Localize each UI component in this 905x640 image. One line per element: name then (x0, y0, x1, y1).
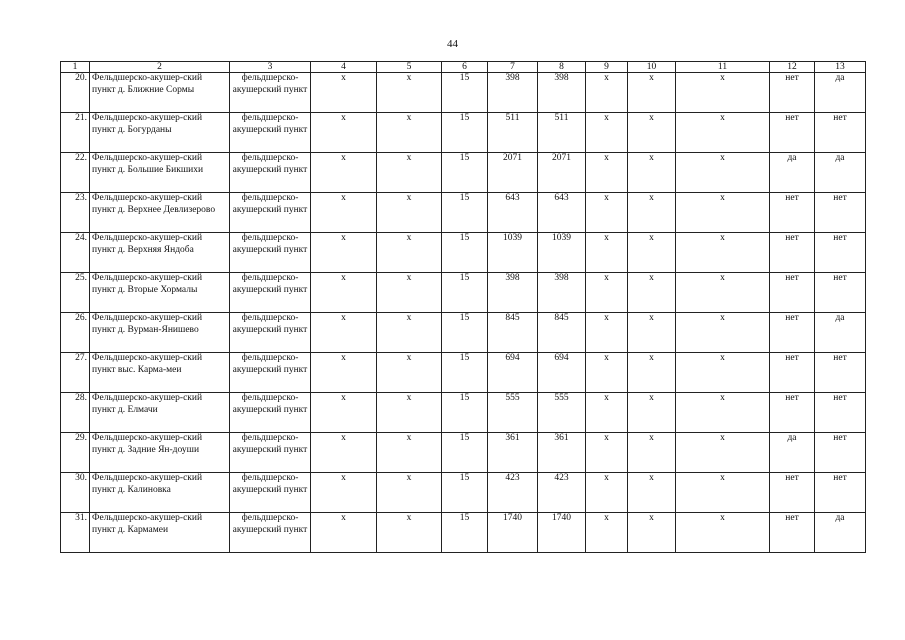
cell-col-9: x (586, 193, 628, 233)
cell-col-7: 423 (488, 473, 538, 513)
cell-col-13: нет (815, 113, 866, 153)
cell-col-6: 15 (442, 113, 488, 153)
cell-col-8: 398 (538, 73, 586, 113)
cell-col-7: 398 (488, 273, 538, 313)
column-header: 7 (488, 62, 538, 73)
facility-name: Фельдшерско-акушер-ский пункт д. Вторые Хормалы (90, 273, 230, 313)
cell-col-9: x (586, 273, 628, 313)
cell-col-7: 1039 (488, 233, 538, 273)
cell-col-5: x (377, 273, 442, 313)
cell-col-12: нет (770, 73, 815, 113)
row-number: 20. (61, 73, 90, 113)
column-header: 11 (676, 62, 770, 73)
row-number: 27. (61, 353, 90, 393)
cell-col-5: x (377, 233, 442, 273)
cell-col-9: x (586, 433, 628, 473)
table-row (61, 313, 866, 353)
cell-col-7: 511 (488, 113, 538, 153)
facility-name: Фельдшерско-акушер-ский пункт д. Верхнее Девлизерово (90, 193, 230, 233)
cell-col-11: x (676, 153, 770, 193)
cell-col-13: да (815, 313, 866, 353)
facility-type: фельдшерско-акушерский пункт (230, 233, 311, 273)
cell-col-5: x (377, 433, 442, 473)
facility-type: фельдшерско-акушерский пункт (230, 353, 311, 393)
column-header: 13 (815, 62, 866, 73)
row-number: 31. (61, 513, 90, 553)
cell-col-5: x (377, 73, 442, 113)
cell-col-10: x (628, 233, 676, 273)
row-number: 28. (61, 393, 90, 433)
cell-col-7: 2071 (488, 153, 538, 193)
cell-col-12: нет (770, 313, 815, 353)
cell-col-11: x (676, 473, 770, 513)
row-number: 26. (61, 313, 90, 353)
cell-col-4: x (311, 113, 377, 153)
cell-col-5: x (377, 393, 442, 433)
cell-col-4: x (311, 73, 377, 113)
cell-col-4: x (311, 233, 377, 273)
cell-col-9: x (586, 73, 628, 113)
facility-type: фельдшерско-акушерский пункт (230, 393, 311, 433)
cell-col-5: x (377, 153, 442, 193)
column-header: 8 (538, 62, 586, 73)
cell-col-12: нет (770, 513, 815, 553)
cell-col-12: нет (770, 233, 815, 273)
cell-col-11: x (676, 233, 770, 273)
cell-col-11: x (676, 193, 770, 233)
cell-col-5: x (377, 193, 442, 233)
table-row (61, 393, 866, 433)
cell-col-11: x (676, 513, 770, 553)
table-row (61, 153, 866, 193)
facility-type: фельдшерско-акушерский пункт (230, 313, 311, 353)
cell-col-10: x (628, 353, 676, 393)
cell-col-6: 15 (442, 513, 488, 553)
cell-col-8: 845 (538, 313, 586, 353)
cell-col-6: 15 (442, 313, 488, 353)
column-header: 4 (311, 62, 377, 73)
cell-col-9: x (586, 313, 628, 353)
cell-col-13: да (815, 73, 866, 113)
cell-col-6: 15 (442, 153, 488, 193)
cell-col-12: нет (770, 273, 815, 313)
facility-type: фельдшерско-акушерский пункт (230, 513, 311, 553)
cell-col-4: x (311, 153, 377, 193)
cell-col-11: x (676, 433, 770, 473)
cell-col-5: x (377, 113, 442, 153)
cell-col-13: нет (815, 353, 866, 393)
cell-col-13: нет (815, 233, 866, 273)
facility-type: фельдшерско-акушерский пункт (230, 73, 311, 113)
row-number: 30. (61, 473, 90, 513)
cell-col-10: x (628, 273, 676, 313)
facility-name: Фельдшерско-акушер-ский пункт д. Кармамеи (90, 513, 230, 553)
row-number: 21. (61, 113, 90, 153)
facility-name: Фельдшерско-акушер-ский пункт д. Калиновка (90, 473, 230, 513)
cell-col-9: x (586, 353, 628, 393)
cell-col-5: x (377, 313, 442, 353)
cell-col-8: 694 (538, 353, 586, 393)
cell-col-6: 15 (442, 193, 488, 233)
data-table (60, 61, 866, 553)
cell-col-6: 15 (442, 433, 488, 473)
cell-col-8: 398 (538, 273, 586, 313)
column-header: 1 (61, 62, 90, 73)
cell-col-10: x (628, 433, 676, 473)
row-number: 23. (61, 193, 90, 233)
cell-col-7: 1740 (488, 513, 538, 553)
facility-name: Фельдшерско-акушер-ский пункт д. Елмачи (90, 393, 230, 433)
cell-col-10: x (628, 513, 676, 553)
cell-col-7: 398 (488, 73, 538, 113)
table-row (61, 353, 866, 393)
cell-col-12: да (770, 433, 815, 473)
cell-col-13: нет (815, 473, 866, 513)
table-row (61, 473, 866, 513)
cell-col-7: 694 (488, 353, 538, 393)
facility-name: Фельдшерско-акушер-ский пункт д. Верхняя Яндоба (90, 233, 230, 273)
cell-col-12: нет (770, 393, 815, 433)
table-row (61, 73, 866, 113)
cell-col-13: нет (815, 393, 866, 433)
cell-col-11: x (676, 73, 770, 113)
table-row (61, 113, 866, 153)
cell-col-7: 643 (488, 193, 538, 233)
cell-col-11: x (676, 113, 770, 153)
cell-col-6: 15 (442, 73, 488, 113)
cell-col-8: 1039 (538, 233, 586, 273)
cell-col-12: нет (770, 113, 815, 153)
facility-type: фельдшерско-акушерский пункт (230, 273, 311, 313)
cell-col-8: 643 (538, 193, 586, 233)
cell-col-6: 15 (442, 273, 488, 313)
cell-col-11: x (676, 353, 770, 393)
table-row (61, 433, 866, 473)
row-number: 29. (61, 433, 90, 473)
cell-col-9: x (586, 233, 628, 273)
cell-col-4: x (311, 433, 377, 473)
cell-col-4: x (311, 353, 377, 393)
cell-col-12: нет (770, 353, 815, 393)
table-row (61, 273, 866, 313)
column-header: 10 (628, 62, 676, 73)
facility-name: Фельдшерско-акушер-ский пункт д. Вурман-Янишево (90, 313, 230, 353)
facility-name: Фельдшерско-акушер-ский пункт д. Ближние Сормы (90, 73, 230, 113)
cell-col-4: x (311, 193, 377, 233)
cell-col-10: x (628, 193, 676, 233)
cell-col-8: 1740 (538, 513, 586, 553)
facility-name: Фельдшерско-акушер-ский пункт д. Большие Бикшихи (90, 153, 230, 193)
cell-col-4: x (311, 393, 377, 433)
cell-col-10: x (628, 473, 676, 513)
header-row (61, 62, 866, 73)
column-header: 5 (377, 62, 442, 73)
cell-col-6: 15 (442, 353, 488, 393)
cell-col-6: 15 (442, 233, 488, 273)
cell-col-7: 361 (488, 433, 538, 473)
cell-col-12: да (770, 153, 815, 193)
page-number: 44 (447, 38, 458, 50)
cell-col-10: x (628, 313, 676, 353)
cell-col-9: x (586, 393, 628, 433)
cell-col-9: x (586, 473, 628, 513)
cell-col-8: 2071 (538, 153, 586, 193)
cell-col-10: x (628, 113, 676, 153)
cell-col-11: x (676, 393, 770, 433)
table-row (61, 513, 866, 553)
column-header: 6 (442, 62, 488, 73)
cell-col-5: x (377, 513, 442, 553)
cell-col-13: да (815, 153, 866, 193)
cell-col-13: нет (815, 193, 866, 233)
facility-type: фельдшерско-акушерский пункт (230, 473, 311, 513)
column-header: 3 (230, 62, 311, 73)
cell-col-8: 511 (538, 113, 586, 153)
facility-name: Фельдшерско-акушер-ский пункт д. Задние Ян-доуши (90, 433, 230, 473)
cell-col-7: 845 (488, 313, 538, 353)
cell-col-6: 15 (442, 393, 488, 433)
cell-col-9: x (586, 513, 628, 553)
cell-col-9: x (586, 113, 628, 153)
facility-type: фельдшерско-акушерский пункт (230, 113, 311, 153)
column-header: 2 (90, 62, 230, 73)
column-header: 9 (586, 62, 628, 73)
cell-col-10: x (628, 393, 676, 433)
cell-col-7: 555 (488, 393, 538, 433)
cell-col-5: x (377, 353, 442, 393)
cell-col-9: x (586, 153, 628, 193)
cell-col-13: нет (815, 273, 866, 313)
facility-type: фельдшерско-акушерский пункт (230, 153, 311, 193)
table-row (61, 233, 866, 273)
cell-col-11: x (676, 273, 770, 313)
table-row (61, 193, 866, 233)
facility-type: фельдшерско-акушерский пункт (230, 433, 311, 473)
facility-name: Фельдшерско-акушер-ский пункт выс. Карма-меи (90, 353, 230, 393)
column-header: 12 (770, 62, 815, 73)
cell-col-11: x (676, 313, 770, 353)
facility-name: Фельдшерско-акушер-ский пункт д. Богурданы (90, 113, 230, 153)
cell-col-5: x (377, 473, 442, 513)
cell-col-8: 361 (538, 433, 586, 473)
cell-col-4: x (311, 473, 377, 513)
row-number: 22. (61, 153, 90, 193)
cell-col-12: нет (770, 193, 815, 233)
facility-type: фельдшерско-акушерский пункт (230, 193, 311, 233)
cell-col-6: 15 (442, 473, 488, 513)
cell-col-13: нет (815, 433, 866, 473)
cell-col-10: x (628, 153, 676, 193)
cell-col-13: да (815, 513, 866, 553)
row-number: 25. (61, 273, 90, 313)
cell-col-4: x (311, 273, 377, 313)
row-number: 24. (61, 233, 90, 273)
cell-col-12: нет (770, 473, 815, 513)
cell-col-4: x (311, 513, 377, 553)
cell-col-8: 555 (538, 393, 586, 433)
cell-col-4: x (311, 313, 377, 353)
cell-col-10: x (628, 73, 676, 113)
cell-col-8: 423 (538, 473, 586, 513)
